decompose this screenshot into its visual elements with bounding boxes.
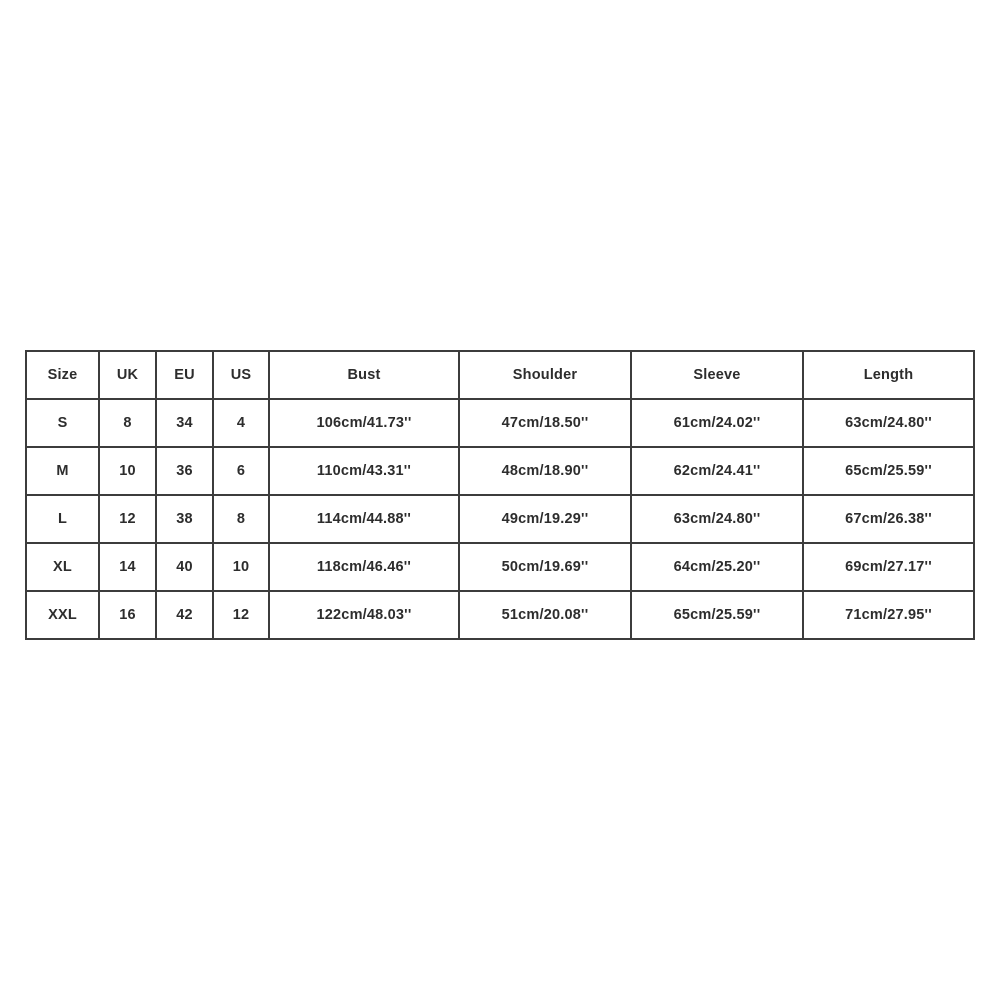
header-eu: EU [156, 351, 213, 399]
header-length: Length [803, 351, 974, 399]
measurement-cell: 65cm/25.59'' [803, 447, 974, 495]
measurement-cell: 10 [99, 447, 156, 495]
measurement-cell: 65cm/25.59'' [631, 591, 803, 639]
header-size: Size [26, 351, 99, 399]
measurement-cell: 110cm/43.31'' [269, 447, 459, 495]
measurement-cell: 62cm/24.41'' [631, 447, 803, 495]
measurement-cell: 6 [213, 447, 269, 495]
header-bust: Bust [269, 351, 459, 399]
measurement-cell: 38 [156, 495, 213, 543]
measurement-cell: 63cm/24.80'' [631, 495, 803, 543]
table-row [26, 447, 974, 495]
measurement-cell: 61cm/24.02'' [631, 399, 803, 447]
measurement-cell: 10 [213, 543, 269, 591]
measurement-cell: 69cm/27.17'' [803, 543, 974, 591]
table-body [26, 399, 974, 639]
table-row [26, 399, 974, 447]
table-row [26, 591, 974, 639]
measurement-cell: 47cm/18.50'' [459, 399, 631, 447]
size-chart-table [25, 350, 975, 640]
table-row [26, 543, 974, 591]
measurement-cell: 8 [213, 495, 269, 543]
measurement-cell: 51cm/20.08'' [459, 591, 631, 639]
table-row [26, 495, 974, 543]
measurement-cell: 67cm/26.38'' [803, 495, 974, 543]
measurement-cell: 14 [99, 543, 156, 591]
measurement-cell: 16 [99, 591, 156, 639]
measurement-cell: 114cm/44.88'' [269, 495, 459, 543]
size-label-cell: S [26, 399, 99, 447]
measurement-cell: 71cm/27.95'' [803, 591, 974, 639]
size-label-cell: M [26, 447, 99, 495]
measurement-cell: 122cm/48.03'' [269, 591, 459, 639]
measurement-cell: 63cm/24.80'' [803, 399, 974, 447]
size-label-cell: XXL [26, 591, 99, 639]
measurement-cell: 4 [213, 399, 269, 447]
table-header-row [26, 351, 974, 399]
header-sleeve: Sleeve [631, 351, 803, 399]
measurement-cell: 64cm/25.20'' [631, 543, 803, 591]
measurement-cell: 12 [99, 495, 156, 543]
header-uk: UK [99, 351, 156, 399]
size-label-cell: XL [26, 543, 99, 591]
header-shoulder: Shoulder [459, 351, 631, 399]
measurement-cell: 34 [156, 399, 213, 447]
header-us: US [213, 351, 269, 399]
measurement-cell: 12 [213, 591, 269, 639]
measurement-cell: 118cm/46.46'' [269, 543, 459, 591]
measurement-cell: 36 [156, 447, 213, 495]
measurement-cell: 42 [156, 591, 213, 639]
measurement-cell: 106cm/41.73'' [269, 399, 459, 447]
measurement-cell: 8 [99, 399, 156, 447]
measurement-cell: 40 [156, 543, 213, 591]
size-label-cell: L [26, 495, 99, 543]
measurement-cell: 50cm/19.69'' [459, 543, 631, 591]
measurement-cell: 49cm/19.29'' [459, 495, 631, 543]
measurement-cell: 48cm/18.90'' [459, 447, 631, 495]
